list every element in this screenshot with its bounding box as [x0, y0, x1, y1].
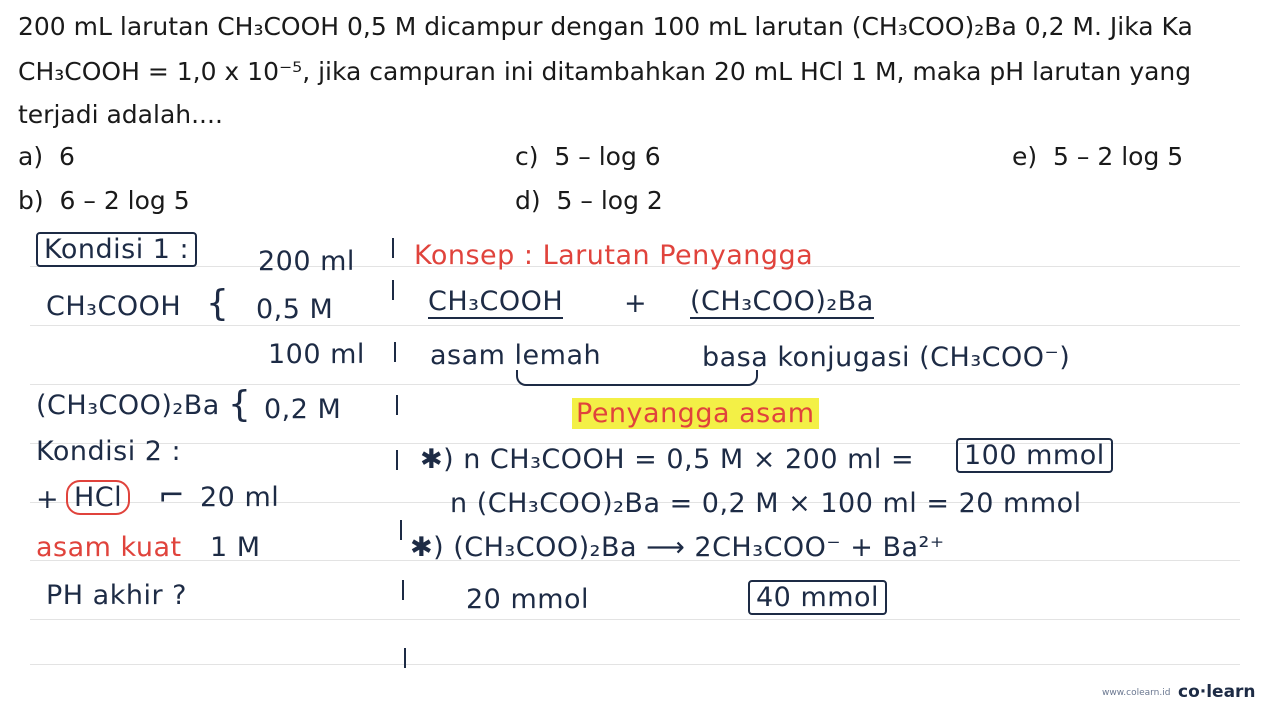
volume-1: 200 ml	[258, 246, 355, 277]
ruled-line	[30, 664, 1240, 665]
ch3cooh-label: CH₃COOH	[46, 291, 182, 322]
option-text: 5 – log 2	[556, 186, 663, 215]
brace-icon: {	[206, 283, 230, 324]
mmol-right-box: 40 mmol	[748, 580, 887, 615]
divider-tick	[394, 342, 396, 362]
question-line-3: terjadi adalah....	[18, 100, 223, 129]
concentration-2: 0,2 M	[264, 394, 342, 425]
branch-icon: ⌐	[158, 476, 186, 514]
asam-kuat-label: asam kuat	[36, 532, 182, 563]
option-text: 6 – 2 log 5	[59, 186, 190, 215]
penyangga-asam-label	[572, 398, 819, 429]
salt-label: (CH₃COO)₂Ba	[36, 390, 220, 421]
option-text: 6	[58, 142, 75, 171]
option-letter: d)	[515, 186, 541, 215]
concentration-3: 1 M	[210, 532, 261, 563]
kondisi-1-box: Kondisi 1 :	[36, 232, 197, 267]
calc-1-result	[956, 440, 1113, 471]
option-d[interactable]	[515, 186, 663, 215]
divider-tick	[400, 520, 402, 540]
mmol-right	[748, 582, 887, 613]
ruled-line	[30, 325, 1240, 326]
kondisi-1-label	[36, 234, 197, 265]
option-a[interactable]	[18, 142, 75, 171]
brace-icon: {	[228, 384, 252, 425]
option-text: 5 – log 6	[554, 142, 661, 171]
salt-formula: (CH₃COO)₂Ba	[690, 286, 874, 317]
bracket-underline	[516, 370, 758, 386]
asam-lemah-label: asam lemah	[430, 340, 602, 371]
divider-tick	[404, 648, 406, 668]
basa-konjugasi-label: basa konjugasi (CH₃COO⁻)	[702, 342, 1071, 373]
calc-1-result-box: 100 mmol	[956, 438, 1113, 473]
hcl-circle: HCl	[66, 480, 130, 515]
kondisi-2-label: Kondisi 2 :	[36, 436, 182, 467]
question-line-2: CH₃COOH = 1,0 x 10⁻⁵, jika campuran ini ditambahkan 20 mL HCl 1 M, maka pH larutan yang	[18, 57, 1192, 86]
calculation-1: ✱) n CH₃COOH = 0,5 M × 200 ml =	[420, 444, 915, 475]
option-e[interactable]	[1012, 142, 1183, 171]
option-letter: a)	[18, 142, 44, 171]
ruled-line	[30, 619, 1240, 620]
volume-2: 100 ml	[268, 339, 365, 370]
konsep-heading: Konsep : Larutan Penyangga	[414, 240, 814, 271]
option-c[interactable]	[515, 142, 661, 171]
concentration-1: 0,5 M	[256, 294, 334, 325]
divider-tick	[396, 450, 398, 470]
divider-tick	[402, 580, 404, 600]
reaction-equation: ✱) (CH₃COO)₂Ba ⟶ 2CH₃COO⁻ + Ba²⁺	[410, 532, 945, 563]
plus-sign: +	[624, 288, 648, 319]
option-letter: c)	[515, 142, 539, 171]
penyangga-asam-highlight: Penyangga asam	[572, 398, 819, 429]
option-letter: e)	[1012, 142, 1038, 171]
divider-tick	[392, 238, 394, 258]
mmol-left: 20 mmol	[466, 584, 590, 615]
option-text: 5 – 2 log 5	[1053, 142, 1184, 171]
question-line-1: 200 mL larutan CH₃COOH 0,5 M dicampur dengan 100 mL larutan (CH₃COO)₂Ba 0,2 M. Jika Ka	[18, 12, 1193, 41]
divider-tick	[396, 395, 398, 415]
acid-formula: CH₃COOH	[428, 286, 564, 317]
colearn-logo: co·learn	[1178, 682, 1256, 702]
volume-3: 20 ml	[200, 482, 280, 513]
option-b[interactable]	[18, 186, 190, 215]
divider-tick	[392, 280, 394, 300]
option-letter: b)	[18, 186, 44, 215]
hcl-label	[66, 482, 130, 513]
brand-url[interactable]: www.colearn.id	[1102, 688, 1171, 698]
ph-akhir-question: PH akhir ?	[46, 580, 187, 611]
calculation-2: n (CH₃COO)₂Ba = 0,2 M × 100 ml = 20 mmol	[450, 488, 1082, 519]
plus-sign: +	[36, 484, 60, 515]
